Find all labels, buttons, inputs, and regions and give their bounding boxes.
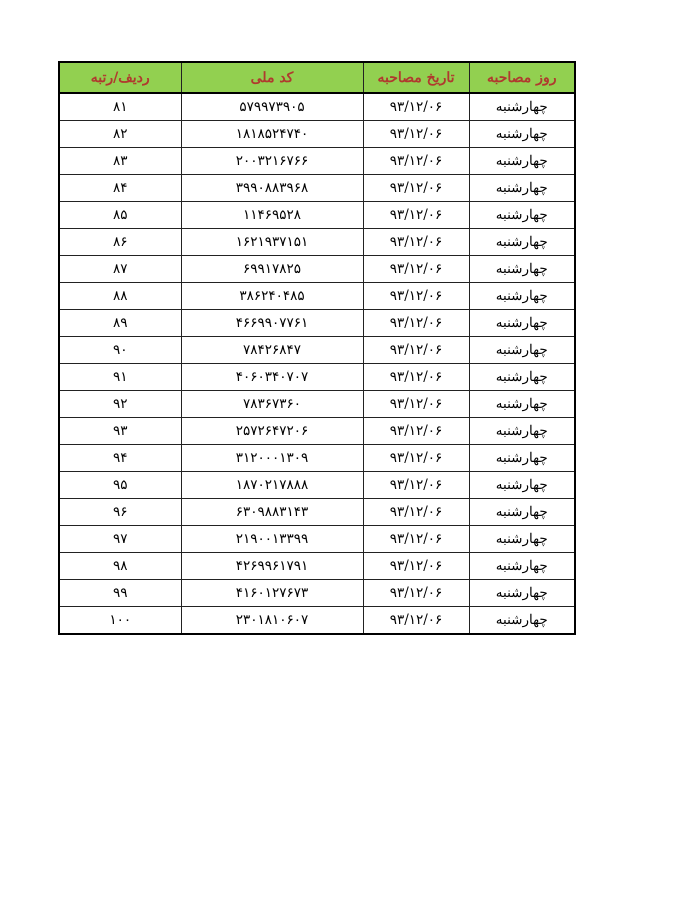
interview-date-cell: ۹۳/۱۲/۰۶ xyxy=(363,364,469,391)
national-code-cell: ۶۳۰۹۸۸۳۱۴۳ xyxy=(181,499,363,526)
table-row xyxy=(59,607,575,635)
rank-cell: ۸۹ xyxy=(59,310,181,337)
table-row xyxy=(59,337,575,364)
interview-day-cell: چهارشنبه xyxy=(469,202,575,229)
interview-date-cell: ۹۳/۱۲/۰۶ xyxy=(363,256,469,283)
interview-date-cell: ۹۳/۱۲/۰۶ xyxy=(363,121,469,148)
interview-date-cell: ۹۳/۱۲/۰۶ xyxy=(363,580,469,607)
rank-cell: ۸۷ xyxy=(59,256,181,283)
table-row xyxy=(59,283,575,310)
national-code-cell: ۱۶۲۱۹۳۷۱۵۱ xyxy=(181,229,363,256)
interview-day-cell: چهارشنبه xyxy=(469,337,575,364)
table-row xyxy=(59,418,575,445)
interview-date-cell: ۹۳/۱۲/۰۶ xyxy=(363,391,469,418)
rank-cell: ۹۱ xyxy=(59,364,181,391)
interview-date-cell: ۹۳/۱۲/۰۶ xyxy=(363,499,469,526)
national-code-cell: ۴۶۶۹۹۰۷۷۶۱ xyxy=(181,310,363,337)
rank-cell: ۹۰ xyxy=(59,337,181,364)
table-row xyxy=(59,580,575,607)
interview-day-cell: چهارشنبه xyxy=(469,391,575,418)
interview-day-cell: چهارشنبه xyxy=(469,121,575,148)
interview-day-cell: چهارشنبه xyxy=(469,580,575,607)
interview-day-cell: چهارشنبه xyxy=(469,256,575,283)
header-interview-date: تاریخ مصاحبه xyxy=(363,62,469,93)
national-code-cell: ۴۰۶۰۳۴۰۷۰۷ xyxy=(181,364,363,391)
rank-cell: ۹۴ xyxy=(59,445,181,472)
rank-cell: ۱۰۰ xyxy=(59,607,181,635)
table-row xyxy=(59,391,575,418)
interview-date-cell: ۹۳/۱۲/۰۶ xyxy=(363,93,469,121)
national-code-cell: ۳۹۹۰۸۸۳۹۶۸ xyxy=(181,175,363,202)
national-code-cell: ۱۸۱۸۵۲۴۷۴۰ xyxy=(181,121,363,148)
rank-cell: ۹۳ xyxy=(59,418,181,445)
national-code-cell: ۷۸۳۶۷۳۶۰ xyxy=(181,391,363,418)
interview-date-cell: ۹۳/۱۲/۰۶ xyxy=(363,229,469,256)
table-row xyxy=(59,256,575,283)
national-code-cell: ۲۱۹۰۰۱۳۳۹۹ xyxy=(181,526,363,553)
rank-cell: ۹۷ xyxy=(59,526,181,553)
table-header-row xyxy=(59,62,575,93)
interview-date-cell: ۹۳/۱۲/۰۶ xyxy=(363,526,469,553)
interview-day-cell: چهارشنبه xyxy=(469,499,575,526)
header-interview-day: روز مصاحبه xyxy=(469,62,575,93)
rank-cell: ۹۵ xyxy=(59,472,181,499)
national-code-cell: ۳۱۲۰۰۰۱۳۰۹ xyxy=(181,445,363,472)
interview-schedule-table xyxy=(58,61,576,635)
rank-cell: ۸۴ xyxy=(59,175,181,202)
table-row xyxy=(59,364,575,391)
national-code-cell: ۳۸۶۲۴۰۴۸۵ xyxy=(181,283,363,310)
national-code-cell: ۱۸۷۰۲۱۷۸۸۸ xyxy=(181,472,363,499)
national-code-cell: ۱۱۴۶۹۵۲۸ xyxy=(181,202,363,229)
rank-cell: ۸۸ xyxy=(59,283,181,310)
table-row xyxy=(59,121,575,148)
header-rank: ردیف/رتبه xyxy=(59,62,181,93)
table-row xyxy=(59,472,575,499)
national-code-cell: ۴۲۶۹۹۶۱۷۹۱ xyxy=(181,553,363,580)
table-row xyxy=(59,202,575,229)
interview-date-cell: ۹۳/۱۲/۰۶ xyxy=(363,148,469,175)
interview-date-cell: ۹۳/۱۲/۰۶ xyxy=(363,337,469,364)
interview-date-cell: ۹۳/۱۲/۰۶ xyxy=(363,445,469,472)
interview-day-cell: چهارشنبه xyxy=(469,526,575,553)
interview-day-cell: چهارشنبه xyxy=(469,607,575,635)
interview-date-cell: ۹۳/۱۲/۰۶ xyxy=(363,310,469,337)
table-body xyxy=(59,93,575,634)
table-row xyxy=(59,499,575,526)
header-national-code: کد ملی xyxy=(181,62,363,93)
table-row xyxy=(59,229,575,256)
interview-date-cell: ۹۳/۱۲/۰۶ xyxy=(363,418,469,445)
interview-date-cell: ۹۳/۱۲/۰۶ xyxy=(363,283,469,310)
interview-day-cell: چهارشنبه xyxy=(469,553,575,580)
table-row xyxy=(59,175,575,202)
rank-cell: ۸۳ xyxy=(59,148,181,175)
table-row xyxy=(59,310,575,337)
rank-cell: ۹۲ xyxy=(59,391,181,418)
national-code-cell: ۲۵۷۲۶۴۷۲۰۶ xyxy=(181,418,363,445)
national-code-cell: ۷۸۴۲۶۸۴۷ xyxy=(181,337,363,364)
rank-cell: ۹۸ xyxy=(59,553,181,580)
interview-day-cell: چهارشنبه xyxy=(469,175,575,202)
interview-day-cell: چهارشنبه xyxy=(469,93,575,121)
table-row xyxy=(59,445,575,472)
interview-day-cell: چهارشنبه xyxy=(469,445,575,472)
interview-day-cell: چهارشنبه xyxy=(469,283,575,310)
rank-cell: ۹۶ xyxy=(59,499,181,526)
interview-date-cell: ۹۳/۱۲/۰۶ xyxy=(363,553,469,580)
national-code-cell: ۲۳۰۱۸۱۰۶۰۷ xyxy=(181,607,363,635)
table-row xyxy=(59,148,575,175)
table-row xyxy=(59,526,575,553)
interview-day-cell: چهارشنبه xyxy=(469,310,575,337)
rank-cell: ۸۶ xyxy=(59,229,181,256)
interview-day-cell: چهارشنبه xyxy=(469,229,575,256)
table-row xyxy=(59,93,575,121)
table-row xyxy=(59,553,575,580)
national-code-cell: ۶۹۹۱۷۸۲۵ xyxy=(181,256,363,283)
interview-day-cell: چهارشنبه xyxy=(469,148,575,175)
interview-day-cell: چهارشنبه xyxy=(469,418,575,445)
national-code-cell: ۴۱۶۰۱۲۷۶۷۳ xyxy=(181,580,363,607)
rank-cell: ۸۵ xyxy=(59,202,181,229)
interview-date-cell: ۹۳/۱۲/۰۶ xyxy=(363,607,469,635)
interview-day-cell: چهارشنبه xyxy=(469,472,575,499)
rank-cell: ۹۹ xyxy=(59,580,181,607)
interview-day-cell: چهارشنبه xyxy=(469,364,575,391)
rank-cell: ۸۲ xyxy=(59,121,181,148)
interview-date-cell: ۹۳/۱۲/۰۶ xyxy=(363,202,469,229)
rank-cell: ۸۱ xyxy=(59,93,181,121)
national-code-cell: ۲۰۰۳۲۱۶۷۶۶ xyxy=(181,148,363,175)
national-code-cell: ۵۷۹۹۷۳۹۰۵ xyxy=(181,93,363,121)
interview-date-cell: ۹۳/۱۲/۰۶ xyxy=(363,472,469,499)
interview-date-cell: ۹۳/۱۲/۰۶ xyxy=(363,175,469,202)
